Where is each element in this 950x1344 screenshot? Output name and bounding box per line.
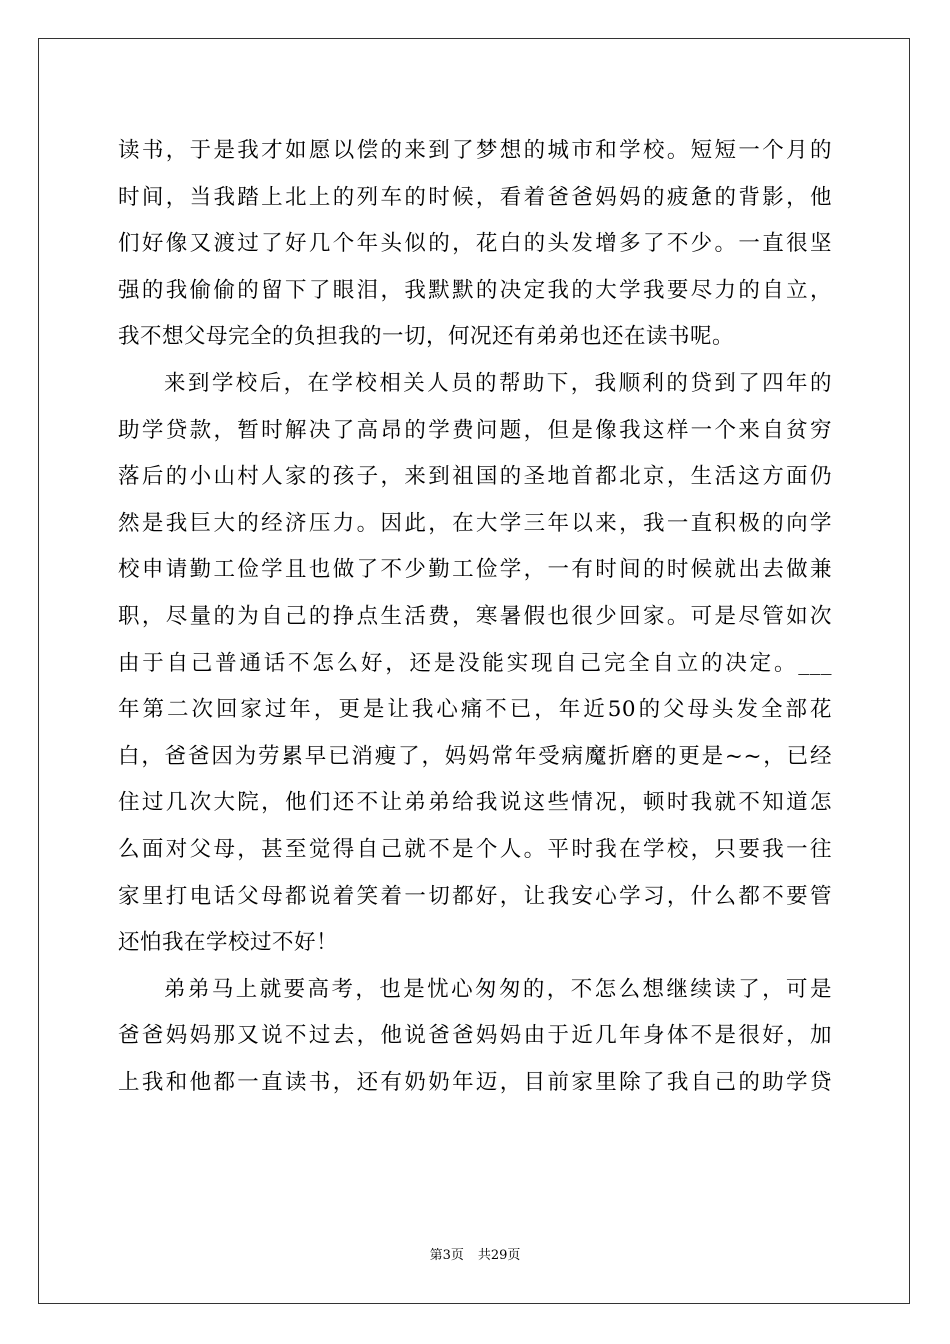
text-line: 上我和他都一直读书，还有奶奶年迈，目前家里除了我自己的助学贷 — [118, 1069, 832, 1095]
text-line: 来到学校后，在学校相关人员的帮助下，我顺利的贷到了四年的 — [164, 370, 832, 396]
text-line: 还怕我在学校过不好！ — [118, 930, 339, 956]
text-line: 家里打电话父母都说着笑着一切都好，让我安心学习，什么都不要管 — [118, 883, 832, 909]
text-line: 爸爸妈妈那又说不过去，他说爸爸妈妈由于近几年身体不是很好，加 — [118, 1023, 832, 1049]
page-footer — [0, 1244, 950, 1263]
text-line: 年第二次回家过年，更是让我心痛不已，年近50的父母头发全部花 — [118, 697, 832, 723]
text-line: 落后的小山村人家的孩子，来到祖国的圣地首都北京，生活这方面仍 — [118, 464, 832, 490]
text-line: 么面对父母，甚至觉得自己就不是个人。平时我在学校，只要我一往 — [118, 836, 832, 862]
text-line: 然是我巨大的经济压力。因此，在大学三年以来，我一直积极的向学 — [118, 510, 832, 536]
total-pages: 共29页 — [477, 1248, 521, 1263]
text-line: 们好像又渡过了好几个年头似的，花白的头发增多了不少。一直很坚 — [118, 231, 832, 257]
text-line: 职，尽量的为自己的挣点生活费，寒暑假也很少回家。可是尽管如次 — [118, 603, 832, 629]
text-line: 由于自己普通话不怎么好，还是没能实现自己完全自立的决定。___ — [118, 650, 832, 676]
text-line: 我不想父母完全的负担我的一切，何况还有弟弟也还在读书呢。 — [118, 324, 735, 350]
text-line: 白，爸爸因为劳累早已消瘦了，妈妈常年受病魔折磨的更是~~，已经 — [118, 743, 832, 769]
text-line: 时间，当我踏上北上的列车的时候，看着爸爸妈妈的疲惫的背影，他 — [118, 184, 832, 210]
text-line: 读书，于是我才如愿以偿的来到了梦想的城市和学校。短短一个月的 — [118, 138, 832, 163]
page-number: 第3页 — [429, 1248, 464, 1263]
text-line: 住过几次大院，他们还不让弟弟给我说这些情况，顿时我就不知道怎 — [118, 790, 832, 816]
text-line: 强的我偷偷的留下了眼泪，我默默的决定我的大学我要尽力的自立， — [118, 277, 832, 303]
text-line: 弟弟马上就要高考，也是忧心匆匆的，不怎么想继续读了，可是 — [164, 976, 832, 1002]
text-line: 校申请勤工俭学且也做了不少勤工俭学，一有时间的时候就出去做兼 — [118, 557, 832, 583]
document-body — [118, 128, 832, 1106]
text-line: 助学贷款，暂时解决了高昂的学费问题，但是像我这样一个来自贫穷 — [118, 417, 832, 443]
